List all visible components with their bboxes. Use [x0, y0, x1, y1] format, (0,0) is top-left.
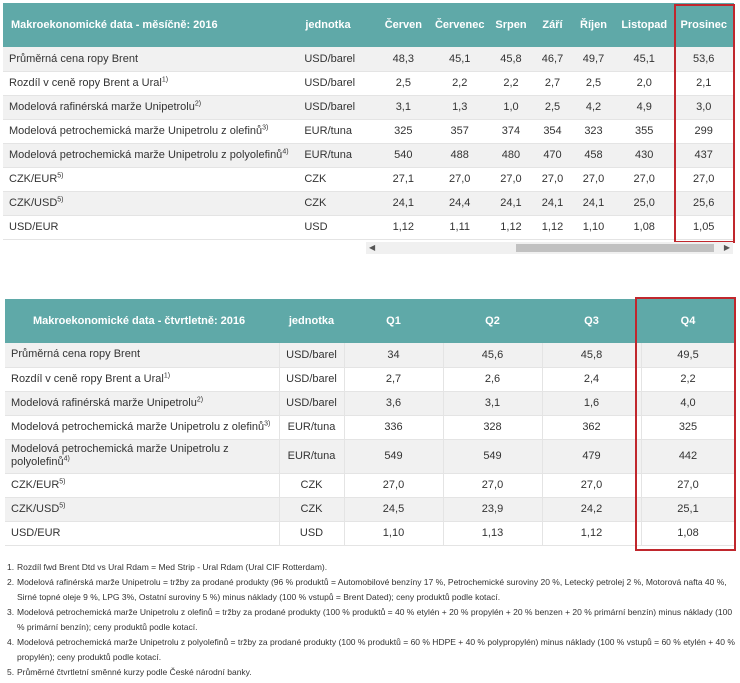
row-unit: CZK — [279, 497, 344, 521]
value-cell: 23,9 — [443, 497, 542, 521]
value-cell: 3,0 — [673, 95, 734, 119]
footnote-ref: 4) — [282, 148, 289, 156]
footnote-ref: 2) — [196, 395, 204, 403]
footnote-ref: 5) — [59, 477, 66, 485]
row-label: Modelová rafinérská marže Unipetrolu$^{2)}$ — [3, 95, 301, 119]
row-unit: USD — [301, 215, 376, 239]
value-cell: 49,7 — [572, 47, 615, 71]
row-unit: USD/barel — [279, 391, 344, 415]
value-cell: 27,0 — [542, 473, 641, 497]
value-cell: 25,6 — [673, 191, 734, 215]
scroll-thumb[interactable] — [516, 244, 714, 252]
footnote-item — [7, 575, 735, 605]
row-unit: USD/barel — [301, 71, 376, 95]
value-cell: 27,0 — [443, 473, 542, 497]
value-cell: 540 — [376, 143, 430, 167]
table-row — [5, 367, 735, 391]
footnote-item — [7, 560, 735, 575]
value-cell: 27,0 — [572, 167, 615, 191]
value-cell: 24,1 — [376, 191, 430, 215]
value-cell: 24,2 — [542, 497, 641, 521]
footnote-number: 4. — [7, 637, 15, 647]
value-cell: 1,10 — [572, 215, 615, 239]
horizontal-scrollbar[interactable] — [366, 242, 733, 254]
footnote-number: 5. — [7, 667, 15, 677]
value-cell: 27,0 — [673, 167, 734, 191]
footnote-number: 2. — [7, 577, 15, 587]
value-cell: 45,8 — [489, 47, 533, 71]
row-label: CZK/EUR$^{5)}$ — [5, 473, 279, 497]
row-unit: USD/barel — [301, 47, 376, 71]
value-cell: 2,2 — [431, 71, 489, 95]
december-highlight — [674, 4, 735, 243]
value-cell: 48,3 — [376, 47, 430, 71]
table-row — [5, 415, 735, 439]
value-cell: 27,0 — [533, 167, 572, 191]
value-cell: 45,8 — [542, 343, 641, 367]
table-row — [5, 391, 735, 415]
value-cell: 549 — [344, 439, 443, 473]
value-cell: 4,0 — [641, 391, 735, 415]
value-cell: 24,4 — [431, 191, 489, 215]
value-cell: 2,7 — [533, 71, 572, 95]
value-cell: 3,6 — [344, 391, 443, 415]
q4-highlight — [635, 297, 736, 551]
month-header: Prosinec — [673, 3, 734, 47]
value-cell: 2,5 — [376, 71, 430, 95]
footnote-text: Modelová petrochemická marže Unipetrolu z polyolefinů = tržby za prodané produkty (100 % produktů = 60 % HDPE + 40 % polypropylén) minus náklady (100 % vstupů = 60 % etylén + 40 % propylén); ceny produktů podle kotací. — [17, 637, 735, 662]
table-row — [5, 343, 735, 367]
row-unit: CZK — [279, 473, 344, 497]
row-label: Rozdíl v ceně ropy Brent a Ural$^{1)}$ — [5, 367, 279, 391]
value-cell: 27,0 — [489, 167, 533, 191]
row-label: Modelová petrochemická marže Unipetrolu z polyolefinů$^{4)}$ — [3, 143, 301, 167]
quarter-header: Q1 — [344, 299, 443, 343]
row-label: Modelová petrochemická marže Unipetrolu z olefinů$^{3)}$ — [3, 119, 301, 143]
scroll-left-icon[interactable]: ◀ — [369, 243, 376, 252]
value-cell: 328 — [443, 415, 542, 439]
month-header: Září — [533, 3, 572, 47]
footnote-text: Rozdíl fwd Brent Dtd vs Ural Rdam = Med Strip - Ural Rdam (Ural CIF Rotterdam). — [17, 562, 328, 572]
monthly-table — [3, 3, 734, 240]
scroll-right-icon[interactable]: ▶ — [723, 243, 730, 252]
footnote-ref: 5) — [59, 501, 66, 509]
value-cell: 45,1 — [615, 47, 673, 71]
value-cell: 479 — [542, 439, 641, 473]
value-cell: 430 — [615, 143, 673, 167]
value-cell: 27,0 — [615, 167, 673, 191]
value-cell: 2,1 — [673, 71, 734, 95]
value-cell: 1,12 — [376, 215, 430, 239]
value-cell: 1,6 — [542, 391, 641, 415]
footnote-number: 1. — [7, 562, 15, 572]
value-cell: 24,1 — [489, 191, 533, 215]
value-cell: 25,1 — [641, 497, 735, 521]
row-label: Modelová rafinérská marže Unipetrolu$^{2)}$ — [5, 391, 279, 415]
table-row — [3, 143, 734, 167]
row-label: CZK/USD$^{5)}$ — [5, 497, 279, 521]
table-row — [5, 521, 735, 545]
value-cell: 2,2 — [641, 367, 735, 391]
footnote-ref: 3) — [262, 124, 269, 132]
footnote-ref: 1) — [163, 371, 171, 379]
table-row — [5, 497, 735, 521]
value-cell: 27,1 — [376, 167, 430, 191]
value-cell: 1,12 — [542, 521, 641, 545]
value-cell: 362 — [542, 415, 641, 439]
value-cell: 3,1 — [376, 95, 430, 119]
footnotes — [7, 560, 735, 680]
row-label: Modelová petrochemická marže Unipetrolu z polyolefinů$^{4)}$ — [5, 439, 279, 473]
value-cell: 470 — [533, 143, 572, 167]
row-unit: EUR/tuna — [279, 415, 344, 439]
value-cell: 2,7 — [344, 367, 443, 391]
value-cell: 357 — [431, 119, 489, 143]
footnote-text: Průměrné čtvrtletní směnné kurzy podle České národní banky. — [17, 667, 252, 677]
value-cell: 458 — [572, 143, 615, 167]
value-cell: 1,08 — [615, 215, 673, 239]
value-cell: 325 — [376, 119, 430, 143]
row-label: Průměrná cena ropy Brent — [3, 47, 301, 71]
value-cell: 1,08 — [641, 521, 735, 545]
value-cell: 325 — [641, 415, 735, 439]
value-cell: 1,11 — [431, 215, 489, 239]
value-cell: 374 — [489, 119, 533, 143]
value-cell: 1,05 — [673, 215, 734, 239]
value-cell: 3,1 — [443, 391, 542, 415]
value-cell: 1,13 — [443, 521, 542, 545]
monthly-header-row — [3, 3, 734, 47]
footnote-text: Modelová rafinérská marže Unipetrolu = tržby za prodané produkty (96 % produktů = Automobilové benzíny 17 %, Petrochemické suroviny 20 %, Letecký petrolej 2 %, Motorová nafta 40 %, Sirné topné oleje 9 %, LPG 3%, Ostatní suroviny 5 %) minus náklady (100 % vstupů = Brent Dated); ceny produktů podle kotací. — [17, 577, 727, 602]
table-row — [5, 439, 735, 473]
table-row — [3, 191, 734, 215]
value-cell: 2,5 — [533, 95, 572, 119]
quarter-header: Q2 — [443, 299, 542, 343]
table-row — [3, 71, 734, 95]
value-cell: 299 — [673, 119, 734, 143]
month-header: Listopad — [615, 3, 673, 47]
value-cell: 488 — [431, 143, 489, 167]
value-cell: 49,5 — [641, 343, 735, 367]
row-label: USD/EUR — [5, 521, 279, 545]
quarterly-title: Makroekonomické data - čtvrtletně: 2016 — [5, 299, 279, 343]
value-cell: 46,7 — [533, 47, 572, 71]
row-label: Rozdíl v ceně ropy Brent a Ural$^{1)}$ — [3, 71, 301, 95]
value-cell: 437 — [673, 143, 734, 167]
row-unit: CZK — [301, 167, 376, 191]
footnote-ref: 2) — [194, 100, 202, 108]
value-cell: 45,1 — [431, 47, 489, 71]
value-cell: 27,0 — [344, 473, 443, 497]
value-cell: 1,3 — [431, 95, 489, 119]
value-cell: 1,12 — [489, 215, 533, 239]
value-cell: 2,0 — [615, 71, 673, 95]
row-label: CZK/USD$^{5)}$ — [3, 191, 301, 215]
footnote-ref: 5) — [57, 172, 64, 180]
quarter-header: Q3 — [542, 299, 641, 343]
table-row — [3, 215, 734, 239]
quarterly-header-row — [5, 299, 735, 343]
footnote-ref: 3) — [264, 419, 271, 427]
footnote-ref: 1) — [161, 76, 169, 84]
row-unit: EUR/tuna — [279, 439, 344, 473]
row-label: Modelová petrochemická marže Unipetrolu z olefinů$^{3)}$ — [5, 415, 279, 439]
table-row — [3, 47, 734, 71]
value-cell: 354 — [533, 119, 572, 143]
footnote-ref: 5) — [57, 196, 64, 204]
month-header: Červenec — [431, 3, 489, 47]
value-cell: 27,0 — [641, 473, 735, 497]
value-cell: 45,6 — [443, 343, 542, 367]
footnote-item — [7, 605, 735, 635]
value-cell: 336 — [344, 415, 443, 439]
row-unit: CZK — [301, 191, 376, 215]
footnote-text: Modelová petrochemická marže Unipetrolu z olefinů = tržby za prodané produkty (100 % produktů = 40 % etylén + 20 % propylén + 20 % benzen + 20 % primární benzín) minus náklady (100 % primární benzín); ceny produktů podle kotací. — [17, 607, 733, 632]
value-cell: 1,12 — [533, 215, 572, 239]
table-row — [5, 473, 735, 497]
value-cell: 27,0 — [431, 167, 489, 191]
value-cell: 355 — [615, 119, 673, 143]
value-cell: 549 — [443, 439, 542, 473]
value-cell: 24,1 — [572, 191, 615, 215]
footnote-ref: 4) — [63, 455, 70, 463]
month-header: Říjen — [572, 3, 615, 47]
month-header: Srpen — [489, 3, 533, 47]
quarterly-table — [5, 299, 736, 546]
month-header: Červen — [376, 3, 430, 47]
value-cell: 2,4 — [542, 367, 641, 391]
monthly-title: Makroekonomické data - měsíčně: 2016 — [3, 3, 301, 47]
row-label: USD/EUR — [3, 215, 301, 239]
value-cell: 34 — [344, 343, 443, 367]
value-cell: 2,6 — [443, 367, 542, 391]
value-cell: 1,0 — [489, 95, 533, 119]
value-cell: 2,2 — [489, 71, 533, 95]
footnote-number: 3. — [7, 607, 15, 617]
value-cell: 25,0 — [615, 191, 673, 215]
row-unit: USD/barel — [279, 343, 344, 367]
value-cell: 4,2 — [572, 95, 615, 119]
value-cell: 4,9 — [615, 95, 673, 119]
quarter-header: Q4 — [641, 299, 735, 343]
value-cell: 442 — [641, 439, 735, 473]
row-unit: EUR/tuna — [301, 143, 376, 167]
value-cell: 1,10 — [344, 521, 443, 545]
row-label: CZK/EUR$^{5)}$ — [3, 167, 301, 191]
row-unit: USD/barel — [279, 367, 344, 391]
row-label: Průměrná cena ropy Brent — [5, 343, 279, 367]
value-cell: 2,5 — [572, 71, 615, 95]
table-row — [3, 95, 734, 119]
unit-header: jednotka — [279, 299, 344, 343]
row-unit: EUR/tuna — [301, 119, 376, 143]
footnote-item — [7, 665, 735, 680]
value-cell: 323 — [572, 119, 615, 143]
row-unit: USD — [279, 521, 344, 545]
value-cell: 24,5 — [344, 497, 443, 521]
table-row — [3, 119, 734, 143]
table-row — [3, 167, 734, 191]
value-cell: 480 — [489, 143, 533, 167]
value-cell: 53,6 — [673, 47, 734, 71]
row-unit: USD/barel — [301, 95, 376, 119]
value-cell: 24,1 — [533, 191, 572, 215]
unit-header: jednotka — [301, 3, 376, 47]
footnote-item — [7, 635, 735, 665]
